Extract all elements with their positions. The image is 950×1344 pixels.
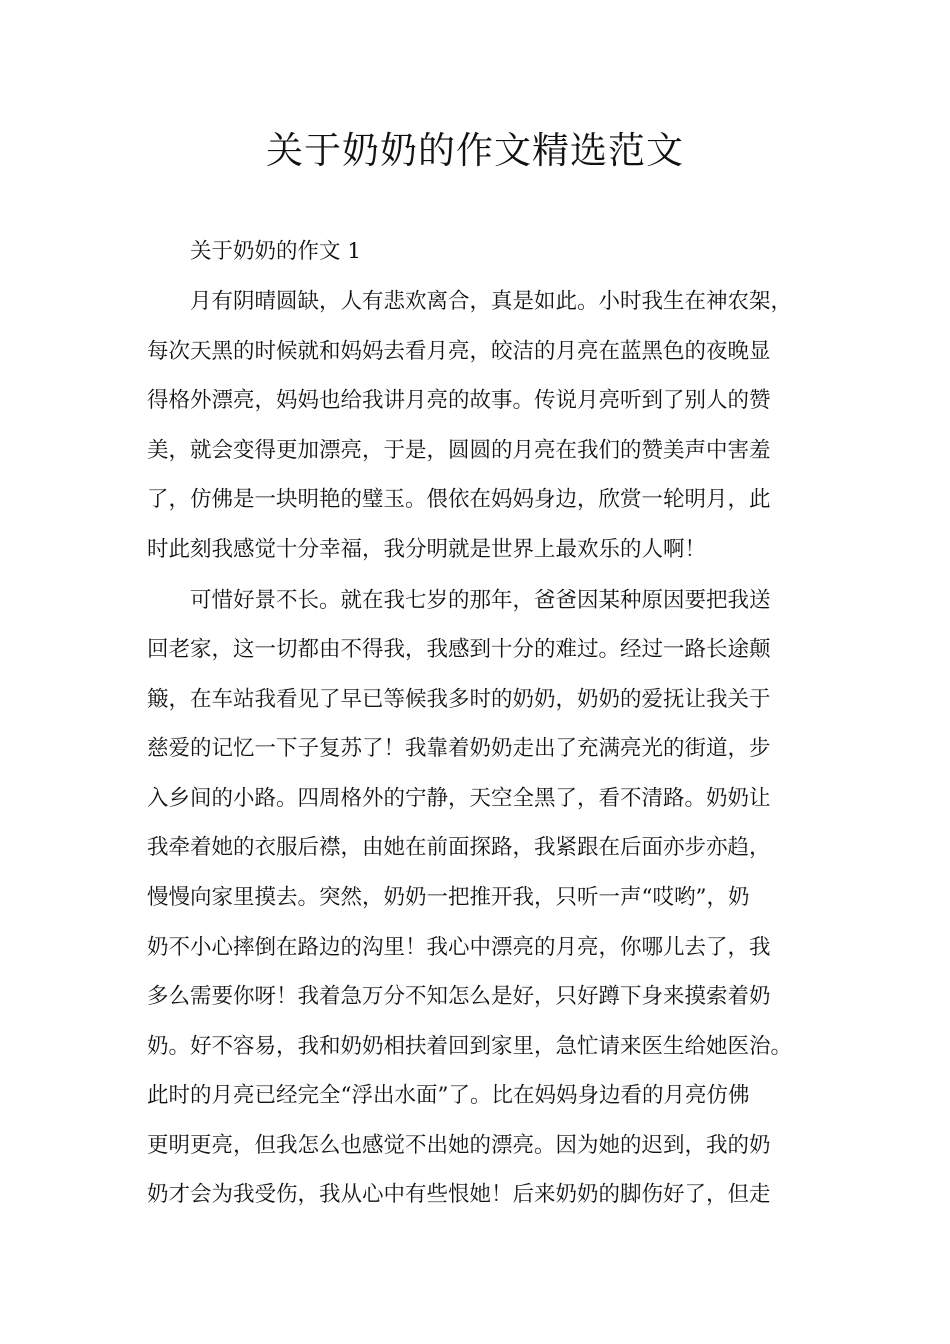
paragraph-line: 入乡间的小路。四周格外的宁静，天空全黑了，看不清路。奶奶让 [147,786,771,811]
paragraph-line: 可惜好景不长。就在我七岁的那年，爸爸因某种原因要把我送 [190,588,771,613]
paragraph-line: 多么需要你呀！我着急万分不知怎么是好，只好蹲下身来摸索着奶 [147,984,771,1009]
paragraph-line: 回老家，这一切都由不得我，我感到十分的难过。经过一路长途颠 [147,637,771,662]
paragraph-line: 美，就会变得更加漂亮，于是，圆圆的月亮在我们的赞美声中害羞 [147,438,771,463]
paragraph-line: 月有阴晴圆缺，人有悲欢离合，真是如此。小时我生在神农架， [190,289,793,314]
paragraph-line: 簸，在车站我看见了早已等候我多时的奶奶，奶奶的爱抚让我关于 [147,687,771,712]
paragraph-line: 更明更亮，但我怎么也感觉不出她的漂亮。因为她的迟到，我的奶 [147,1133,771,1158]
section-heading: 关于奶奶的作文 1 [190,239,362,264]
paragraph-line: 时此刻我感觉十分幸福，我分明就是世界上最欢乐的人啊！ [147,537,707,562]
document-title: 关于奶奶的作文精选范文 [266,129,684,172]
paragraph-line: 得格外漂亮，妈妈也给我讲月亮的故事。传说月亮听到了别人的赞 [147,388,771,413]
paragraph-line: 奶才会为我受伤，我从心中有些恨她！后来奶奶的脚伤好了，但走 [147,1182,771,1207]
paragraph-line: 慈爱的记忆一下子复苏了！我靠着奶奶走出了充满亮光的街道，步 [147,736,771,761]
paragraph-line: 了，仿佛是一块明艳的璧玉。偎依在妈妈身边，欣赏一轮明月，此 [147,487,771,512]
paragraph-line: 我牵着她的衣服后襟，由她在前面探路，我紧跟在后面亦步亦趋， [147,835,771,860]
paragraph-line: 奶不小心摔倒在路边的沟里！我心中漂亮的月亮，你哪儿去了，我 [147,935,771,960]
paragraph-line: 每次天黑的时候就和妈妈去看月亮，皎洁的月亮在蓝黑色的夜晚显 [147,339,771,364]
paragraph-line: 慢慢向家里摸去。突然，奶奶一把推开我，只听一声“哎哟”，奶 [147,885,750,910]
paragraph-line: 奶。好不容易，我和奶奶相扶着回到家里，急忙请来医生给她医治。 [147,1034,793,1059]
paragraph-line: 此时的月亮已经完全“浮出水面”了。比在妈妈身边看的月亮仿佛 [147,1083,750,1108]
